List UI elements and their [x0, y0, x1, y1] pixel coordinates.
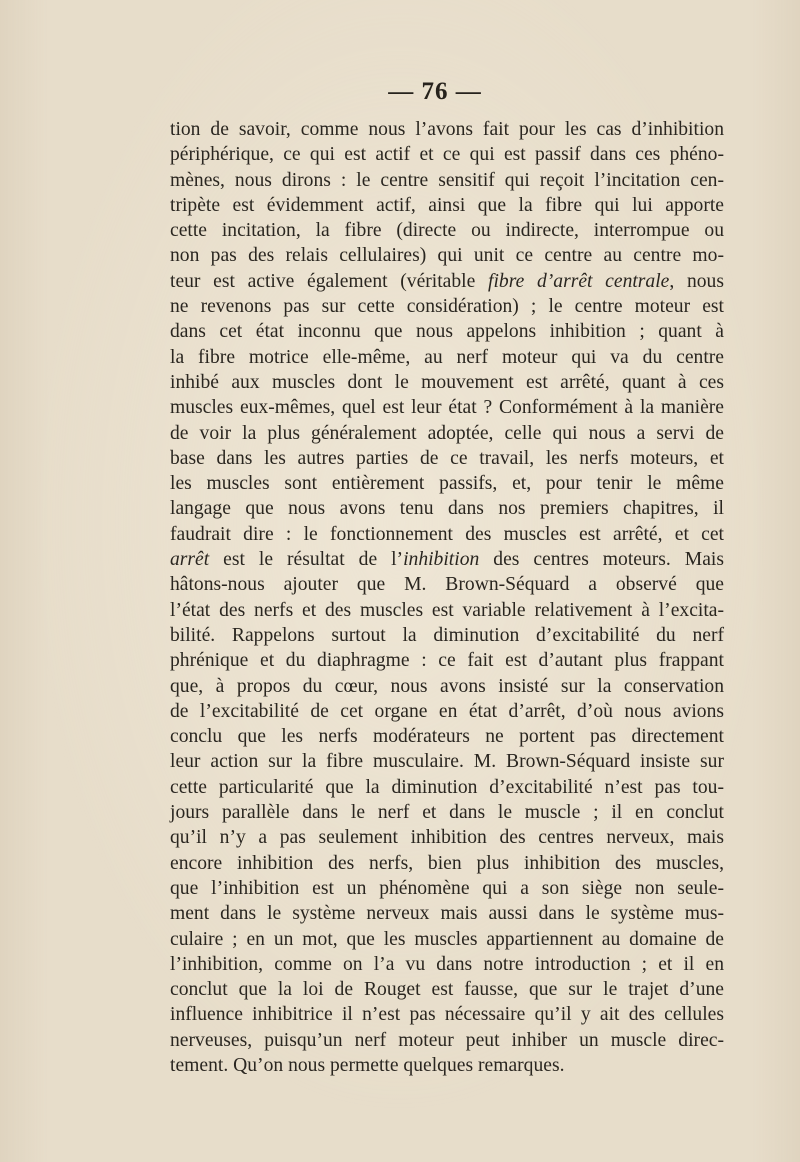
text-line — [170, 218, 724, 243]
text-segment: faudrait dire : le fonctionnement des muscles est arrêté, et cet — [170, 523, 724, 545]
text-line — [170, 522, 724, 547]
text-segment: conclu que les nerfs modérateurs ne portent pas directement — [170, 726, 724, 748]
text-line — [170, 370, 724, 395]
italic-text: arrêt — [170, 549, 210, 571]
text-segment: ne revenons pas sur cette considération) ; le centre moteur est — [170, 296, 724, 318]
italic-text: fibre d’arrêt centrale — [488, 270, 670, 292]
text-line — [170, 1002, 724, 1027]
text-line — [170, 496, 724, 521]
text-segment: la fibre motrice elle-même, au nerf moteur qui va du centre — [170, 346, 724, 368]
text-line — [170, 395, 724, 420]
text-line — [170, 648, 724, 673]
text-line — [170, 724, 724, 749]
text-segment: de l’excitabilité de cet organe en état d’arrêt, d’où nous avions — [170, 700, 724, 722]
text-segment: tripète est évidemment actif, ainsi que la fibre qui lui apporte — [170, 194, 724, 216]
text-segment: est le résultat de l’ — [209, 549, 404, 571]
text-segment: influence inhibitrice il n’est pas nécessaire qu’il y ait des cellules — [170, 1004, 724, 1026]
text-segment: encore inhibition des nerfs, bien plus inhibition des muscles, — [170, 852, 724, 874]
text-line — [170, 775, 724, 800]
text-line — [170, 319, 724, 344]
text-line — [170, 876, 724, 901]
text-segment: conclut que la loi de Rouget est fausse, que sur le trajet d’une — [170, 979, 724, 1001]
text-segment: langage que nous avons tenu dans nos premiers chapitres, il — [170, 498, 724, 520]
text-line — [170, 269, 724, 294]
text-line — [170, 977, 724, 1002]
text-line — [170, 927, 724, 952]
text-segment: inhibé aux muscles dont le mouvement est arrêté, quant à ces — [170, 371, 724, 393]
text-line — [170, 800, 724, 825]
text-line — [170, 598, 724, 623]
text-segment: ment dans le système nerveux mais aussi dans le système mus- — [170, 903, 724, 925]
text-segment: culaire ; en un mot, que les muscles appartiennent au domaine de — [170, 928, 724, 950]
text-segment: base dans les autres parties de ce travail, les nerfs moteurs, et — [170, 447, 724, 469]
text-line — [170, 1053, 724, 1078]
text-segment: l’état des nerfs et des muscles est variable relativement à l’excita- — [170, 599, 724, 621]
text-segment: tion de savoir, comme nous l’avons fait pour les cas d’inhibition — [170, 119, 724, 140]
text-line — [170, 623, 724, 648]
text-segment: phrénique et du diaphragme : ce fait est d’autant plus frappant — [170, 650, 724, 672]
text-line — [170, 117, 724, 142]
text-line — [170, 294, 724, 319]
text-line — [170, 142, 724, 167]
text-line — [170, 749, 724, 774]
text-segment: hâtons-nous ajouter que M. Brown-Séquard a observé que — [170, 574, 724, 596]
text-segment: teur est active également (véritable — [170, 270, 489, 292]
text-segment: cette incitation, la fibre (directe ou indirecte, interrompue ou — [170, 220, 724, 242]
text-segment: les muscles sont entièrement passifs, et, pour tenir le même — [170, 473, 724, 495]
text-segment: qu’il n’y a pas seulement inhibition des centres nerveux, mais — [170, 827, 724, 849]
text-line — [170, 851, 724, 876]
text-line — [170, 193, 724, 218]
text-line — [170, 421, 724, 446]
text-segment: jours parallèle dans le nerf et dans le muscle ; il en conclut — [170, 802, 724, 824]
text-segment: tement. Qu’on nous permette quelques remarques. — [170, 1054, 565, 1076]
text-segment: l’inhibition, comme on l’a vu dans notre introduction ; et il en — [170, 953, 724, 975]
text-segment: leur action sur la fibre musculaire. M. Brown-Séquard insiste sur — [170, 751, 724, 773]
text-segment: que l’inhibition est un phénomène qui a son siège non seule- — [170, 877, 724, 899]
text-line — [170, 345, 724, 370]
text-line — [170, 547, 724, 572]
text-segment: que, à propos du cœur, nous avons insisté sur la conservation — [170, 675, 724, 697]
page-number: — 76 — — [388, 78, 482, 105]
text-segment: non pas des relais cellulaires) qui unit ce centre au centre mo- — [170, 245, 724, 267]
text-line — [170, 572, 724, 597]
text-line — [170, 825, 724, 850]
text-segment: nerveuses, puisqu’un nerf moteur peut inhiber un muscle direc- — [170, 1029, 724, 1051]
text-segment: muscles eux-mêmes, quel est leur état ? Conformément à la manière — [170, 397, 724, 419]
text-segment: , nous — [669, 270, 724, 292]
text-line — [170, 699, 724, 724]
text-line — [170, 1028, 724, 1053]
text-line — [170, 243, 724, 268]
text-segment: périphérique, ce qui est actif et ce qui est passif dans ces phéno- — [170, 144, 724, 166]
text-segment: de voir la plus généralement adoptée, celle qui nous a servi de — [170, 422, 724, 444]
text-line — [170, 674, 724, 699]
text-line — [170, 446, 724, 471]
text-segment: dans cet état inconnu que nous appelons inhibition ; quant à — [170, 321, 724, 343]
body-text — [170, 117, 724, 1078]
text-segment: bilité. Rappelons surtout la diminution d’excitabilité du nerf — [170, 624, 724, 646]
text-segment: cette particularité que la diminution d’excitabilité n’est pas tou- — [170, 776, 724, 798]
text-segment: mènes, nous dirons : le centre sensitif qui reçoit l’incitation cen- — [170, 169, 724, 191]
text-line — [170, 901, 724, 926]
italic-text: inhibition — [403, 549, 480, 571]
text-line — [170, 952, 724, 977]
text-line — [170, 168, 724, 193]
text-line — [170, 471, 724, 496]
text-segment: des centres moteurs. Mais — [479, 549, 724, 571]
